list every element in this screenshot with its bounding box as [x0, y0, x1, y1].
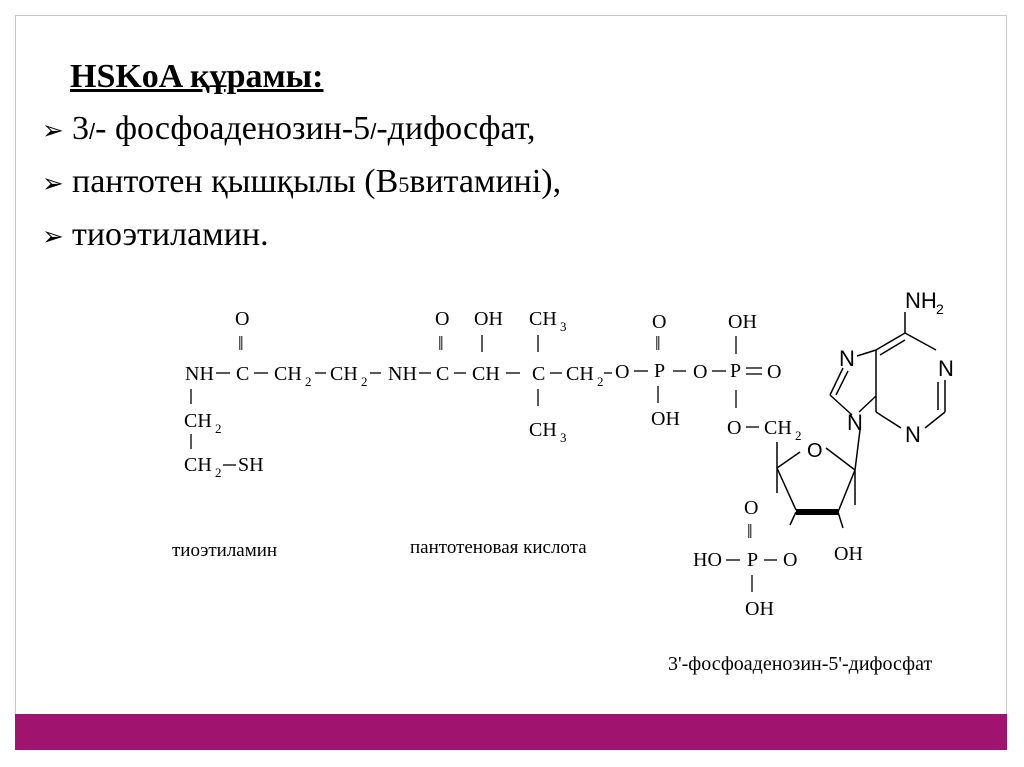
subscript: 2 — [597, 374, 604, 389]
subscript: 3 — [560, 319, 567, 334]
methyl-top: CH — [529, 308, 557, 330]
subscript: 2 — [936, 301, 944, 317]
methyl-bottom: CH — [529, 419, 557, 441]
slide-heading: HSKoA құрамы: — [70, 58, 324, 95]
bridge-oxygen: O — [693, 361, 708, 383]
thiol-sh: SH — [238, 454, 264, 476]
ch-group: CH — [472, 363, 500, 385]
ch2-c: CH — [184, 410, 212, 432]
label-thioethylamine: тиоэтиламин — [172, 540, 278, 561]
subscript: 3 — [560, 430, 567, 445]
phosphate-oh: OH — [728, 311, 757, 333]
subscript: 2 — [795, 428, 802, 443]
ch2-b: CH — [330, 363, 358, 385]
carbonyl-carbon-1: C — [236, 363, 250, 385]
nitrogen-1: N — [938, 356, 954, 381]
bullet-item: ➢ тиоэтиламин. — [42, 210, 561, 262]
phosphorus-2: P — [730, 360, 742, 382]
ch2-d: CH — [184, 454, 212, 476]
ribose-2-oh: OH — [834, 543, 863, 565]
phosphorus-3: P — [747, 549, 759, 571]
carbonyl-oxygen: O — [435, 308, 450, 330]
phosphate-ho: HO — [693, 549, 722, 571]
phosphoryl-oxygen: O — [767, 361, 782, 383]
phosphoryl-oxygen: O — [652, 311, 667, 333]
hydroxyl: OH — [474, 308, 503, 330]
bridge-oxygen: O — [615, 361, 630, 383]
nitrogen-9: N — [847, 410, 863, 435]
bullet-item: ➢ пантотен қышқылы (B 5 витамині), — [42, 157, 561, 210]
amide-nh-1: NH — [185, 363, 214, 385]
subscript: 2 — [215, 465, 222, 480]
arrow-bullet-icon: ➢ — [42, 222, 64, 252]
phosphorus-1: P — [654, 360, 666, 382]
phosphoryl-oxygen: O — [744, 497, 759, 519]
carbonyl-oxygen: O — [235, 308, 250, 330]
double-bond: ‖ — [747, 521, 753, 543]
carbonyl-carbon-2: C — [436, 363, 450, 385]
arrow-bullet-icon: ➢ — [42, 116, 64, 146]
ester-oxygen: O — [727, 417, 742, 439]
ch2-a: CH — [274, 363, 302, 385]
double-bond: ‖ — [238, 333, 244, 355]
double-bond: ‖ — [438, 333, 444, 355]
quaternary-carbon: C — [532, 363, 546, 385]
amino-group: NH — [905, 288, 937, 313]
nitrogen-3: N — [905, 422, 921, 447]
label-phosphoadenosine-diphosphate: 3'-фосфоаденозин-5'-дифосфат — [668, 653, 933, 675]
subscript: 2 — [215, 421, 222, 436]
bridge-oxygen: O — [783, 549, 798, 571]
arrow-bullet-icon: ➢ — [42, 169, 64, 199]
bullet-item: ➢ 3 / - фосфоаденозин-5 / -дифосфат, — [42, 104, 561, 157]
subscript: 2 — [305, 374, 312, 389]
ch2-5prime: CH — [764, 417, 792, 439]
subscript: 2 — [361, 374, 368, 389]
phosphate-oh: OH — [745, 598, 774, 620]
ring-oxygen: O — [807, 440, 823, 462]
label-pantothenic-acid: пантотеновая кислота — [410, 537, 587, 558]
ch2-e: CH — [566, 363, 594, 385]
nitrogen-7: N — [839, 346, 855, 371]
phosphate-oh: OH — [651, 408, 680, 430]
amide-nh-2: NH — [388, 363, 417, 385]
double-bond: ‖ — [655, 333, 661, 355]
